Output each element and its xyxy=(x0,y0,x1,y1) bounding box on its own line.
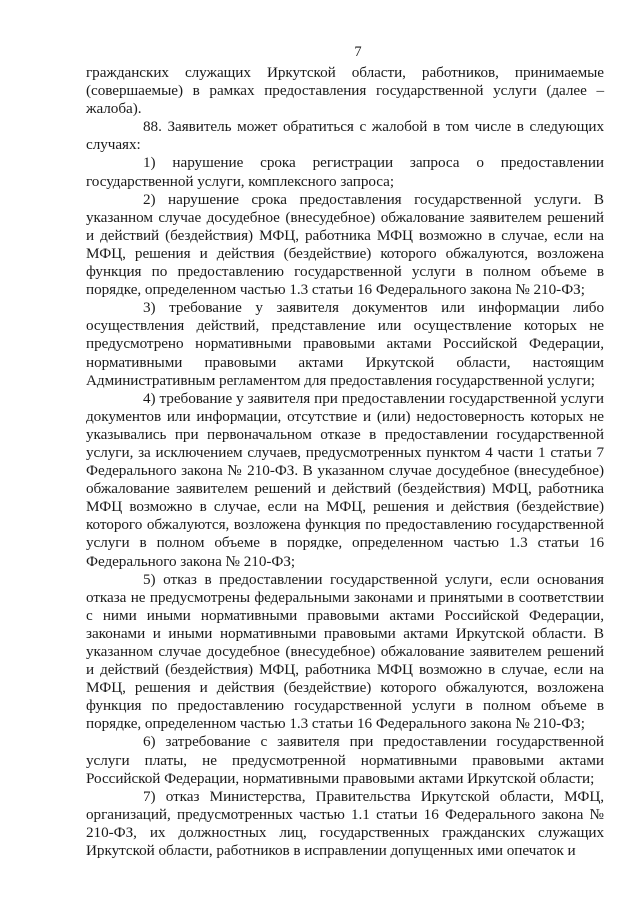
list-item-3: 3) требование у заявителя документов или информации либо осуществления действий, представление или осуществление которых не предусмотрено нормативными правовыми актами Российской Федерации, нормативными правовыми актами Иркутской области, настоящим Административным регламентом для предоставления государственной услуги; xyxy=(86,299,604,389)
list-item-2: 2) нарушение срока предоставления государственной услуги. В указанном случае досудебное (внесудебное) обжалование заявителем решений и действий (бездействия) МФЦ, работника МФЦ возможно в случае, если на МФЦ, решения и действия (бездействие) которого обжалуются, возложена функция по предоставлению государственной услуги в полном объеме в порядке, определенном частью 1.3 статьи 16 Федерального закона № 210-ФЗ; xyxy=(86,190,604,299)
list-item-1: 1) нарушение срока регистрации запроса о предоставлении государственной услуги, комплексного запроса; xyxy=(86,154,604,190)
document-body xyxy=(86,64,604,860)
list-item-6: 6) затребование с заявителя при предоставлении государственной услуги платы, не предусмотренной нормативными правовыми актами Российской Федерации, нормативными правовыми актами Иркутской области; xyxy=(86,733,604,787)
list-item-4: 4) требование у заявителя при предоставлении государственной услуги документов или информации, отсутствие и (или) недостоверность которых не указывались при первоначальном отказе в предоставлении государственной услуги, за исключением случаев, предусмотренных пунктом 4 части 1 статьи 7 Федерального закона № 210-ФЗ. В указанном случае досудебное (внесудебное) обжалование заявителем решений и действий (бездействия) МФЦ, работника МФЦ возможно в случае, если на МФЦ, решения и действия (бездействие) которого обжалуются, возложена функция по предоставлению государственной услуги в полном объеме в порядке, определенном частью 1.3 статьи 16 Федерального закона № 210-ФЗ; xyxy=(86,389,604,570)
list-item-5: 5) отказ в предоставлении государственной услуги, если основания отказа не предусмотрены федеральными законами и принятыми в соответствии с ними иными нормативными правовыми актами Российской Федерации, законами и иными нормативными правовыми актами Иркутской области. В указанном случае досудебное (внесудебное) обжалование заявителем решений и действий (бездействия) МФЦ, работника МФЦ возможно в случае, если на МФЦ, решения и действия (бездействие) которого обжалуются, возложена функция по предоставлению государственной услуги в полном объеме в порядке, определенном частью 1.3 статьи 16 Федерального закона № 210-ФЗ; xyxy=(86,570,604,733)
paragraph-88: 88. Заявитель может обратиться с жалобой в том числе в следующих случаях: xyxy=(86,118,604,154)
page-number: 7 xyxy=(354,44,362,60)
paragraph-continuation: гражданских служащих Иркутской области, работников, принимаемые (совершаемые) в рамках предоставления государственной услуги (далее – жалоба). xyxy=(86,64,604,118)
list-item-7: 7) отказ Министерства, Правительства Иркутской области, МФЦ, организаций, предусмотренных частью 1.1 статьи 16 Федерального закона № 210-ФЗ, их должностных лиц, государственных гражданских служащих Иркутской области, работников в исправлении допущенных ими опечаток и xyxy=(86,787,604,860)
